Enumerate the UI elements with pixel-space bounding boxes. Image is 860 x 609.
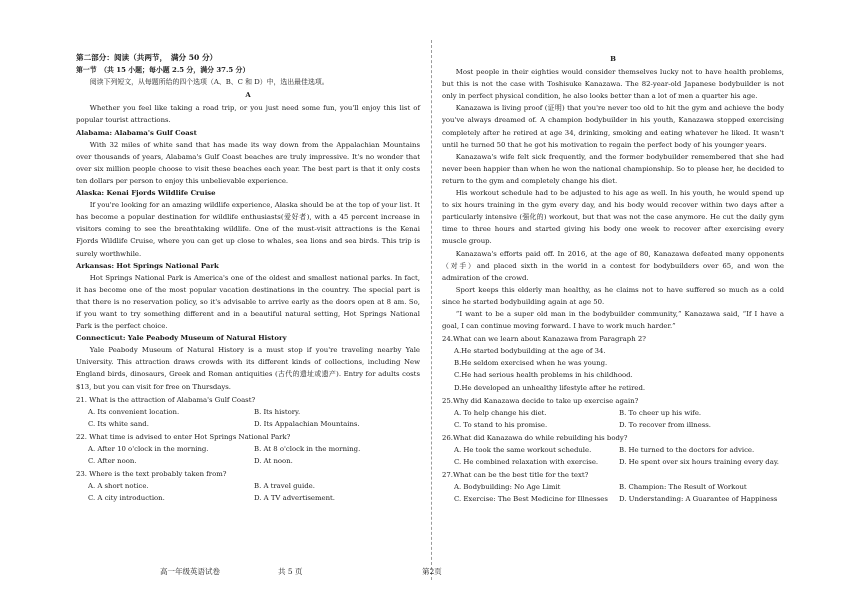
paragraph: Kanazawa's efforts paid off. In 2016, at the age of 80, Kanazawa defeated many opponents（对手）and placed sixth in the world in a contest for bodybuilders over 65, and won the admiration of the crowd.	[442, 249, 784, 282]
section-instruction: 阅读下列短文，从每题所给的四个选项（A、B、C 和 D）中，选出最佳选项。	[89, 78, 329, 87]
right-column	[442, 52, 784, 505]
place-text: Hot Springs National Park is America's one of the oldest and smallest national parks. In fact, it has become one of the most popular vacation destinations in the country. The special part is that there is no reservation policy, so it's advisable to arrive early as the doors open at 8 am. So, if you want to try something different and in a beautiful natural setting, Hot Springs National Park is the perfect choice.	[76, 273, 420, 331]
paragraph: Most people in their eighties would consider themselves lucky not to have health problems, but this is not the case with Toshisuke Kanazawa. The 82-year-old Japanese bodybuilder is not only in perfect physical condition, he also looks better than a lot of men a quarter his age.	[442, 68, 784, 101]
answer-option: C. Its white sand.	[88, 419, 149, 428]
section-subtitle: 第一节 （共 15 小题；每小题 2.5 分，满分 37.5 分）	[76, 66, 250, 75]
answer-option: B. To cheer up his wife.	[619, 408, 702, 417]
answer-option: B. At 8 o'clock in the morning.	[254, 445, 361, 453]
column-divider	[431, 40, 432, 580]
place-heading: Alaska: Kenai Fjords Wildlife Cruise	[76, 189, 216, 198]
answer-option: A. To help change his diet.	[454, 408, 547, 417]
left-column	[76, 52, 420, 504]
paragraph: Kanazawa is living proof (证明) that you're never too old to hit the gym and achieve the body you've always dreamed of. A champion bodybuilder in his youth, Kanazawa stopped exercising completely after he retired at age 34, drinking, smoking and eating whatever he liked. It wasn't until he turned 50 that he got his motivation to regain the perfect body of his younger years.	[442, 104, 784, 149]
place-text: With 32 miles of white sand that has made its way down from the Appalachian Mountains over thousands of years, Alabama's Gulf Coast beaches are truly impressive. It's no wonder that over six million people choose to visit these beaches each year. The best part is that it only costs ten dollars per person to enjoy this unbelievable experience.	[76, 140, 420, 185]
answer-option: B.He seldom exercised when he was young.	[454, 359, 608, 368]
answer-option: A. Its convenient location.	[88, 407, 180, 416]
answer-option: C. After noon.	[88, 457, 137, 466]
answer-option: D. He spent over six hours training every day.	[619, 458, 779, 467]
question-stem: 21. What is the attraction of Alabama's Gulf Coast?	[76, 395, 256, 404]
paragraph: “I want to be a super old man in the bodybuilder community,” Kanazawa said, “If I have a goal, I can continue moving forward. I have to work much harder.”	[442, 309, 784, 331]
question-25	[442, 395, 784, 431]
question-22	[76, 431, 420, 467]
paragraph: Sport keeps this elderly man healthy, as he claims not to have suffered so much as a cold since he started bodybuilding again at age 50.	[442, 285, 784, 306]
answer-option: C. Exercise: The Best Medicine for Illnesses	[454, 495, 608, 504]
question-21	[76, 394, 420, 430]
total-pages: 共 5 页	[278, 567, 303, 576]
answer-option: C.He had serious health problems in his childhood.	[454, 371, 633, 380]
place-heading: Connecticut: Yale Peabody Museum of Natural History	[76, 334, 287, 343]
paragraph: His workout schedule had to be adjusted to his age as well. In his youth, he would spend up to six hours training in the gym every day, and his body would recover within two days after a particularly intensive (强化的) workout, but that was not the case anymore. He cut the daily gym time to three hours and started giving his body one week to recover after exercising every muscle group.	[442, 189, 784, 246]
question-stem: 24.What can we learn about Kanazawa from Paragraph 2?	[442, 335, 646, 344]
place-heading: Arkansas: Hot Springs National Park	[76, 261, 219, 270]
question-stem: 26.What did Kanazawa do while rebuilding his body?	[442, 433, 628, 442]
answer-option: B. A travel guide.	[254, 482, 315, 491]
passage-b-label: B	[610, 55, 616, 63]
place-text: Yale Peabody Museum of Natural History is a must stop if you're traveling nearby Yale University. This attraction draws crowds with its different kinds of collections, including New England birds, dinosaurs, Greek and Roman antiquities (古代的遗址或遗产). Entry for adults costs $13, but you can visit for free on Thursdays.	[76, 346, 420, 391]
answer-option: A.He started bodybuilding at the age of 34.	[454, 347, 606, 356]
passage-a-label: A	[245, 91, 251, 100]
place-text: If you're looking for an amazing wildlife experience, Alaska should be at the top of your list. It has become a popular destination for wildlife enthusiasts(爱好者), with a 45 percent increase in visitors coming to see the breathtaking wildlife. One of the must-visit attractions is the Kenai Fjords Wildlife Cruise, where you can get up close to whales, sea lions and sea birds. This trip is surely worthwhile.	[76, 201, 420, 258]
answer-option: B. Champion: The Result of Workout	[619, 483, 747, 492]
question-27	[442, 469, 784, 505]
answer-option: D. Its Appalachian Mountains.	[254, 419, 360, 428]
answer-option: B. He turned to the doctors for advice.	[619, 446, 755, 454]
answer-option: D. Understanding: A Guarantee of Happiness	[619, 495, 778, 504]
question-26	[442, 432, 784, 468]
answer-option: C. To stand to his promise.	[454, 420, 548, 429]
answer-option: D. A TV advertisement.	[254, 494, 335, 503]
section-title: 第二部分：阅读（共两节， 满分 50 分）	[76, 53, 218, 62]
answer-option: A. He took the same workout schedule.	[454, 446, 592, 454]
question-stem: 22. What time is advised to enter Hot Springs National Park?	[76, 432, 291, 441]
place-heading: Alabama: Alabama's Gulf Coast	[76, 128, 197, 137]
exam-title: 高一年级英语试卷	[160, 567, 220, 576]
answer-option: C. He combined relaxation with exercise.	[454, 458, 599, 467]
answer-option: D. To recover from illness.	[619, 420, 711, 429]
answer-option: D.He developed an unhealthy lifestyle after he retired.	[454, 383, 646, 392]
paragraph: Kanazawa's wife felt sick frequently, and the former bodybuilder remembered that she had never been happier than when he won the national championship. So to please her, he decided to return to the gym and completely change his diet.	[442, 152, 784, 185]
page-number: 第2页	[422, 567, 442, 576]
question-23	[76, 468, 420, 504]
answer-option: A. After 10 o'clock in the morning.	[88, 445, 209, 453]
answer-option: A. Bodybuilding: No Age Limit	[454, 483, 561, 492]
question-24	[442, 333, 784, 393]
question-stem: 23. Where is the text probably taken from?	[76, 470, 227, 479]
answer-option: C. A city introduction.	[88, 494, 165, 503]
answer-option: B. Its history.	[254, 407, 301, 416]
passage-a-intro: Whether you feel like taking a road trip, or you just need some fun, you'll enjoy this list of popular tourist attractions.	[76, 104, 420, 125]
question-stem: 25.Why did Kanazawa decide to take up exercise again?	[442, 396, 639, 405]
answer-option: A. A short notice.	[88, 482, 149, 491]
answer-option: D. At noon.	[254, 457, 293, 466]
question-stem: 27.What can be the best title for the text?	[442, 471, 589, 480]
